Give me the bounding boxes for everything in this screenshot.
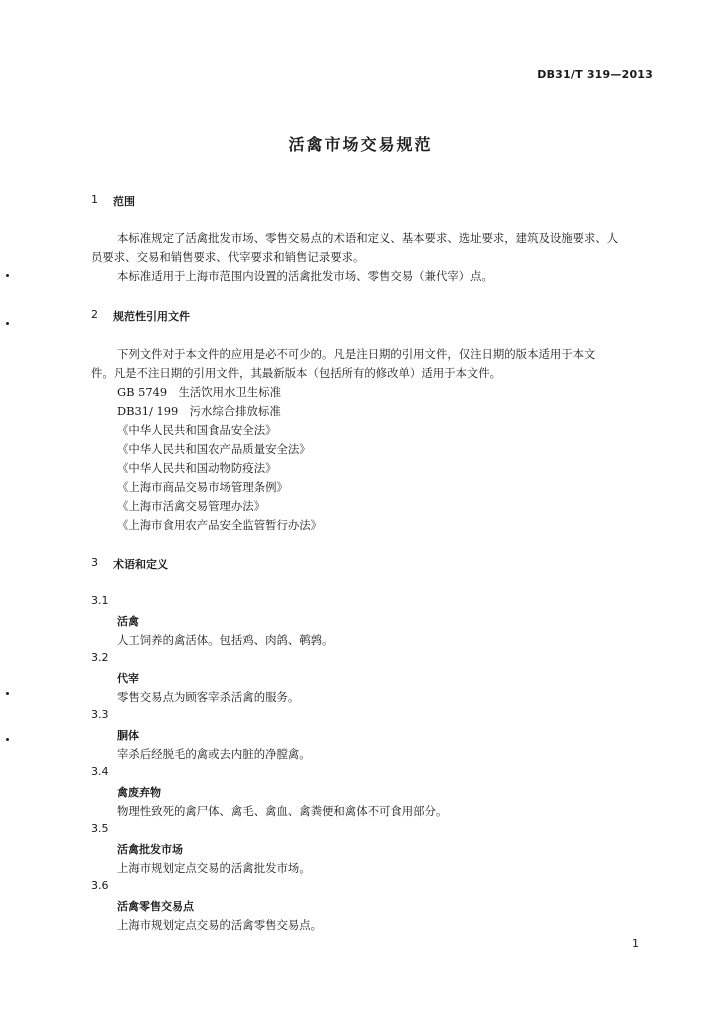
term-name: 禽废弃物 — [117, 786, 161, 799]
scan-speck — [6, 322, 9, 325]
term-definition: 物理性致死的禽尸体、禽毛、禽血、禽粪便和禽体不可食用部分。 — [117, 804, 448, 818]
reference-item: 《中华人民共和国农产品质量安全法》 — [117, 442, 311, 456]
reference-item: 《中华人民共和国食品安全法》 — [117, 423, 277, 437]
term-number: 3.4 — [91, 765, 109, 778]
term-number: 3.3 — [91, 708, 109, 721]
term-definition: 零售交易点为顾客宰杀活禽的服务。 — [117, 690, 300, 704]
term-definition: 上海市规划定点交易的活禽零售交易点。 — [117, 918, 323, 932]
term-number: 3.5 — [91, 822, 109, 835]
section-1-para-1-line-1: 本标准规定了活禽批发市场、零售交易点的术语和定义、基本要求、选址要求，建筑及设施要求、人 — [117, 231, 619, 245]
scan-speck — [6, 274, 9, 277]
term-name: 胴体 — [117, 729, 139, 742]
reference-item: DB31/ 199 污水综合排放标准 — [117, 404, 281, 418]
scan-speck — [6, 692, 9, 695]
scan-speck — [6, 738, 9, 741]
reference-item: 《上海市活禽交易管理办法》 — [117, 499, 266, 513]
term-name: 活禽批发市场 — [117, 843, 183, 856]
section-1-para-2: 本标准适用于上海市范围内设置的活禽批发市场、零售交易（兼代宰）点。 — [117, 269, 493, 283]
term-number: 3.2 — [91, 651, 109, 664]
document-title: 活禽市场交易规范 — [288, 135, 433, 154]
term-name: 活禽零售交易点 — [117, 900, 194, 913]
term-number: 3.6 — [91, 879, 109, 892]
term-number: 3.1 — [91, 594, 109, 607]
term-name: 代宰 — [117, 672, 139, 685]
term-name: 活禽 — [117, 615, 139, 628]
section-1-number: 1 — [91, 193, 98, 206]
reference-item: 《上海市商品交易市场管理条例》 — [117, 480, 288, 494]
term-definition: 人工饲养的禽活体。包括鸡、肉鸽、鹌鹑。 — [117, 633, 334, 647]
page-number: 1 — [632, 937, 639, 950]
section-1-para-1-line-2: 员要求、交易和销售要求、代宰要求和销售记录要求。 — [91, 250, 365, 264]
section-3-title: 术语和定义 — [113, 558, 168, 571]
section-1-title: 范围 — [113, 195, 135, 208]
reference-item: 《上海市食用农产品安全监管暂行办法》 — [117, 518, 323, 532]
term-definition: 宰杀后经脱毛的禽或去内脏的净膛禽。 — [117, 747, 311, 761]
section-2-para-1-line-2: 件。凡是不注日期的引用文件，其最新版本（包括所有的修改单）适用于本文件。 — [91, 366, 502, 380]
section-2-para-1-line-1: 下列文件对于本文件的应用是必不可少的。凡是注日期的引用文件，仅注日期的版本适用于本文 — [117, 347, 596, 361]
standard-code: DB31/T 319—2013 — [537, 68, 653, 81]
section-3-number: 3 — [91, 556, 98, 569]
reference-item: 《中华人民共和国动物防疫法》 — [117, 461, 277, 475]
term-definition: 上海市规划定点交易的活禽批发市场。 — [117, 861, 311, 875]
reference-item: GB 5749 生活饮用水卫生标准 — [117, 385, 281, 399]
section-2-number: 2 — [91, 308, 98, 321]
section-2-title: 规范性引用文件 — [113, 310, 190, 323]
